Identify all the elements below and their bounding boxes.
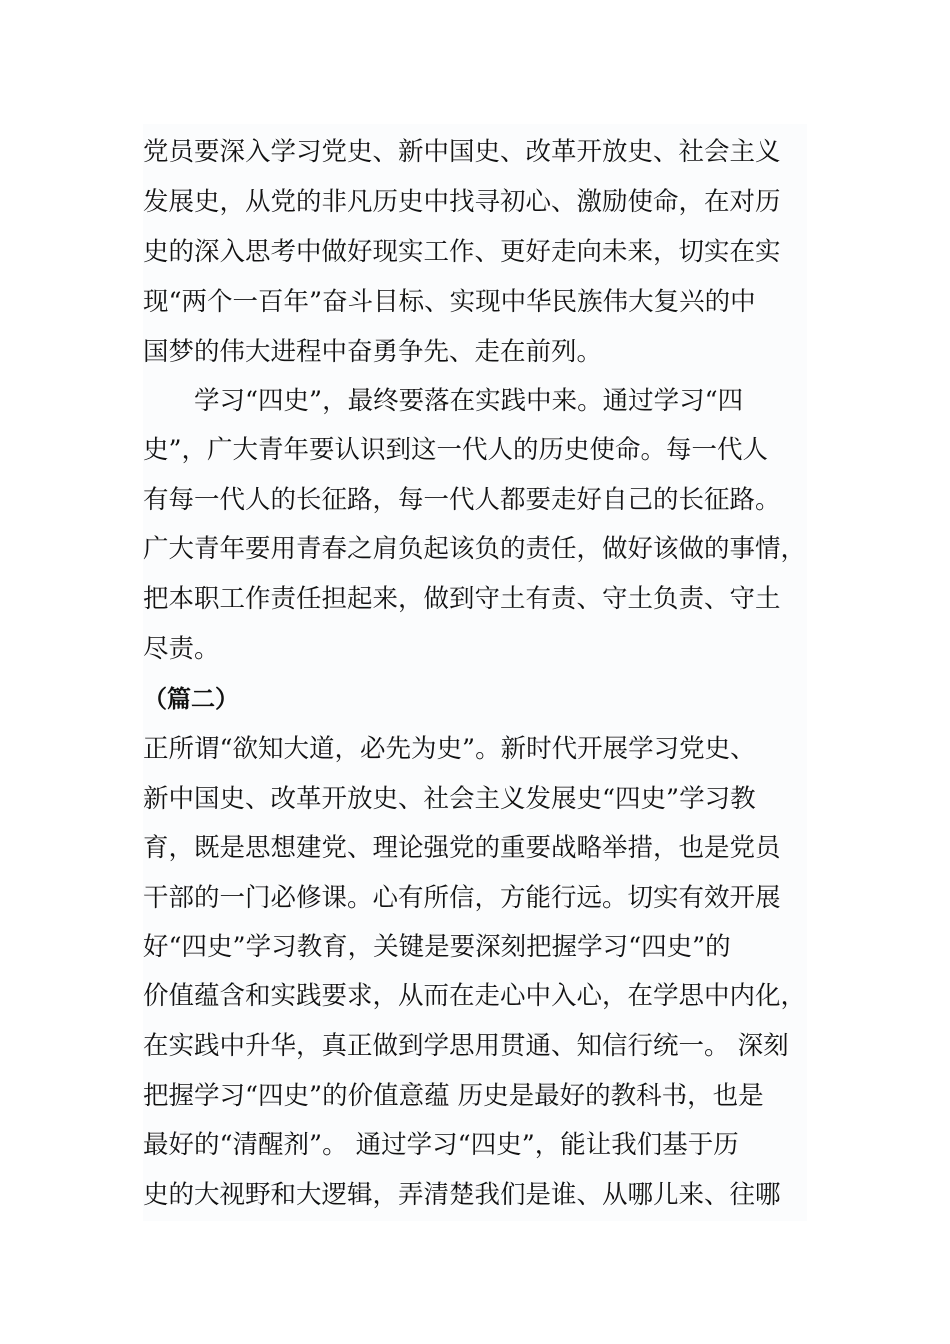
paragraph-line: 有每一代人的长征路，每一代人都要走好自己的长征路。: [143, 485, 781, 515]
paragraph-line: 学习“四史”，最终要落在实践中来。通过学习“四: [143, 386, 744, 416]
paragraph-line: 国梦的伟大进程中奋勇争先、走在前列。: [143, 337, 603, 367]
paragraph-line: 广大青年要用青春之肩负起该负的责任，做好该做的事情，: [143, 534, 807, 564]
paragraph-line: 新中国史、改革开放史、社会主义发展史“四史”学习教: [143, 784, 756, 814]
paragraph-line: 把握学习“四史”的价值意蕴 历史是最好的教科书，也是: [143, 1081, 764, 1111]
paragraph-line: 价值蕴含和实践要求，从而在走心中入心，在学思中内化，: [143, 981, 807, 1011]
paragraph-line: 史的大视野和大逻辑，弄清楚我们是谁、从哪儿来、往哪: [143, 1180, 781, 1210]
paragraph-line: 正所谓“欲知大道，必先为史”。新时代开展学习党史、: [143, 734, 756, 764]
paragraph-line: 史”，广大青年要认识到这一代人的历史使命。每一代人: [143, 435, 769, 465]
paragraph-line: 好“四史”学习教育，关键是要深刻把握学习“四史”的: [143, 932, 731, 962]
paragraph-line: 把本职工作责任担起来，做到守土有责、守土负责、守土: [143, 584, 781, 614]
paragraph-line: 干部的一门必修课。心有所信，方能行远。切实有效开展: [143, 883, 781, 913]
section-heading: （篇二）: [143, 685, 239, 713]
paragraph-line: 现“两个一百年”奋斗目标、实现中华民族伟大复兴的中: [143, 287, 756, 317]
paragraph-line: 发展史，从党的非凡历史中找寻初心、激励使命，在对历: [143, 187, 781, 217]
paragraph-line: 尽责。: [143, 634, 220, 664]
paragraph-line: 党员要深入学习党史、新中国史、改革开放史、社会主义: [143, 137, 781, 167]
paragraph-line: 育，既是思想建党、理论强党的重要战略举措，也是党员: [143, 833, 781, 863]
paragraph-line: 在实践中升华，真正做到学思用贯通、知信行统一。 深刻: [143, 1031, 789, 1061]
paragraph-line: 史的深入思考中做好现实工作、更好走向未来，切实在实: [143, 237, 781, 267]
paragraph-line: 最好的“清醒剂”。 通过学习“四史”，能让我们基于历: [143, 1130, 739, 1160]
